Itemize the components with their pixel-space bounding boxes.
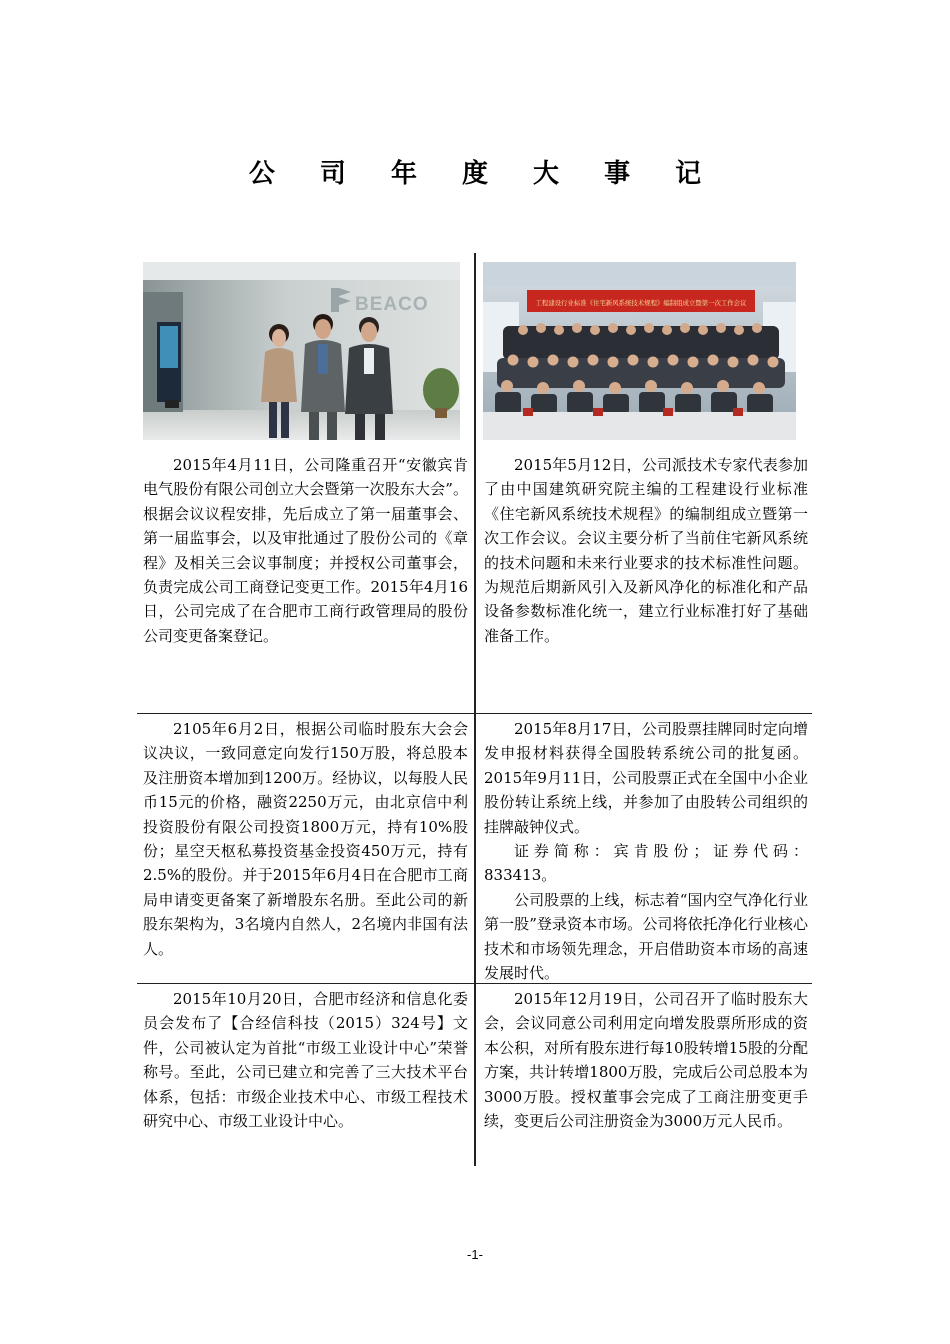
event-paragraph: 2015年4月11日，公司隆重召开“安徽宾肯电气股份有限公司创立大会暨第一次股东大会”。根据会议议程安排，先后成立了第一届董事会、第一届监事会，以及审批通过了股份公司的《章程》及相关三会议事制度；并授权公司董事会，负责完成公司工商登记变更工作。2015年4月16日，公司完成了在合肥市工商行政管理局的股份公司变更备案登记。	[143, 456, 468, 645]
event-2015-05-12	[484, 453, 808, 648]
banner-text: 工程建设行业标准《住宅新风系统技术规程》编制组成立暨第一次工作会议	[535, 299, 747, 307]
event-paragraph: 2015年12月19日，公司召开了临时股东大会，会议同意公司利用定向增发股票所形成的资本公积，对所有股东进行每10股转增15股的分配方案，共计转增1800万股，完成后公司总股本为3000万股。授权董事会完成了工商注册变更手续，变更后公司注册资金为3000万元人民币。	[484, 990, 808, 1131]
page-number: -1-	[467, 1247, 483, 1262]
sign-text: BEACO	[355, 294, 429, 315]
event-2015-08-17	[484, 717, 808, 985]
page-title: 公 司 年 度 大 事 记	[248, 159, 720, 189]
event-2015-12-19	[484, 987, 808, 1133]
event-paragraph: 公司股票的上线，标志着“国内空气净化行业第一股”登录资本市场。公司将依托净化行业核心技术和市场领先理念，开启借助资本市场的高速发展时代。	[484, 890, 808, 983]
column-divider	[474, 253, 476, 1166]
photo-standards-meeting	[483, 262, 796, 440]
event-2015-10-20	[143, 987, 468, 1133]
event-paragraph: 2015年10月20日，合肥市经济和信息化委员会发布了【合经信科技（2015）324号】文件，公司被认定为首批“市级工业设计中心”荣誉称号。至此，公司已建立和完善了三大技术平台体系，包括：市级企业技术中心、市级工程技术研究中心、市级工业设计中心。	[143, 990, 468, 1131]
row-divider-1	[137, 713, 812, 714]
event-paragraph: 证券简称：宾肯股份；证券代码：833413。	[484, 842, 808, 885]
event-2015-04-11	[143, 453, 468, 648]
photo-founding-meeting	[143, 262, 460, 440]
event-paragraph: 2105年6月2日，根据公司临时股东大会会议决议，一致同意定向发行150万股，将总股本及注册资本增加到1200万。经协议，以每股人民币15元的价格，融资2250万元，由北京信中利投资股份有限公司投资1800万元，持有10%股份；星空天枢私募投资基金投资450万元，持有2.5%的股份。并于2015年6月4日在合肥市工商局申请变更备案了新增股东名册。至此公司的新股东架构为，3名境内自然人，2名境内非国有法人。	[143, 720, 468, 958]
event-paragraph: 2015年8月17日，公司股票挂牌同时定向增发申报材料获得全国股转系统公司的批复函。2015年9月11日，公司股票正式在全国中小企业股份转让系统上线，并参加了由股转公司组织的挂牌敲钟仪式。	[484, 720, 808, 836]
event-2015-06-02	[143, 717, 468, 961]
event-paragraph: 2015年5月12日，公司派技术专家代表参加了由中国建筑研究院主编的工程建设行业标准《住宅新风系统技术规程》的编制组成立暨第一次工作会议。会议主要分析了当前住宅新风系统的技术问题和未来行业要求的技术标准性问题。为规范后期新风引入及新风净化的标准化和产品设备参数标准化统一，建立行业标准打好了基础准备工作。	[484, 456, 808, 645]
